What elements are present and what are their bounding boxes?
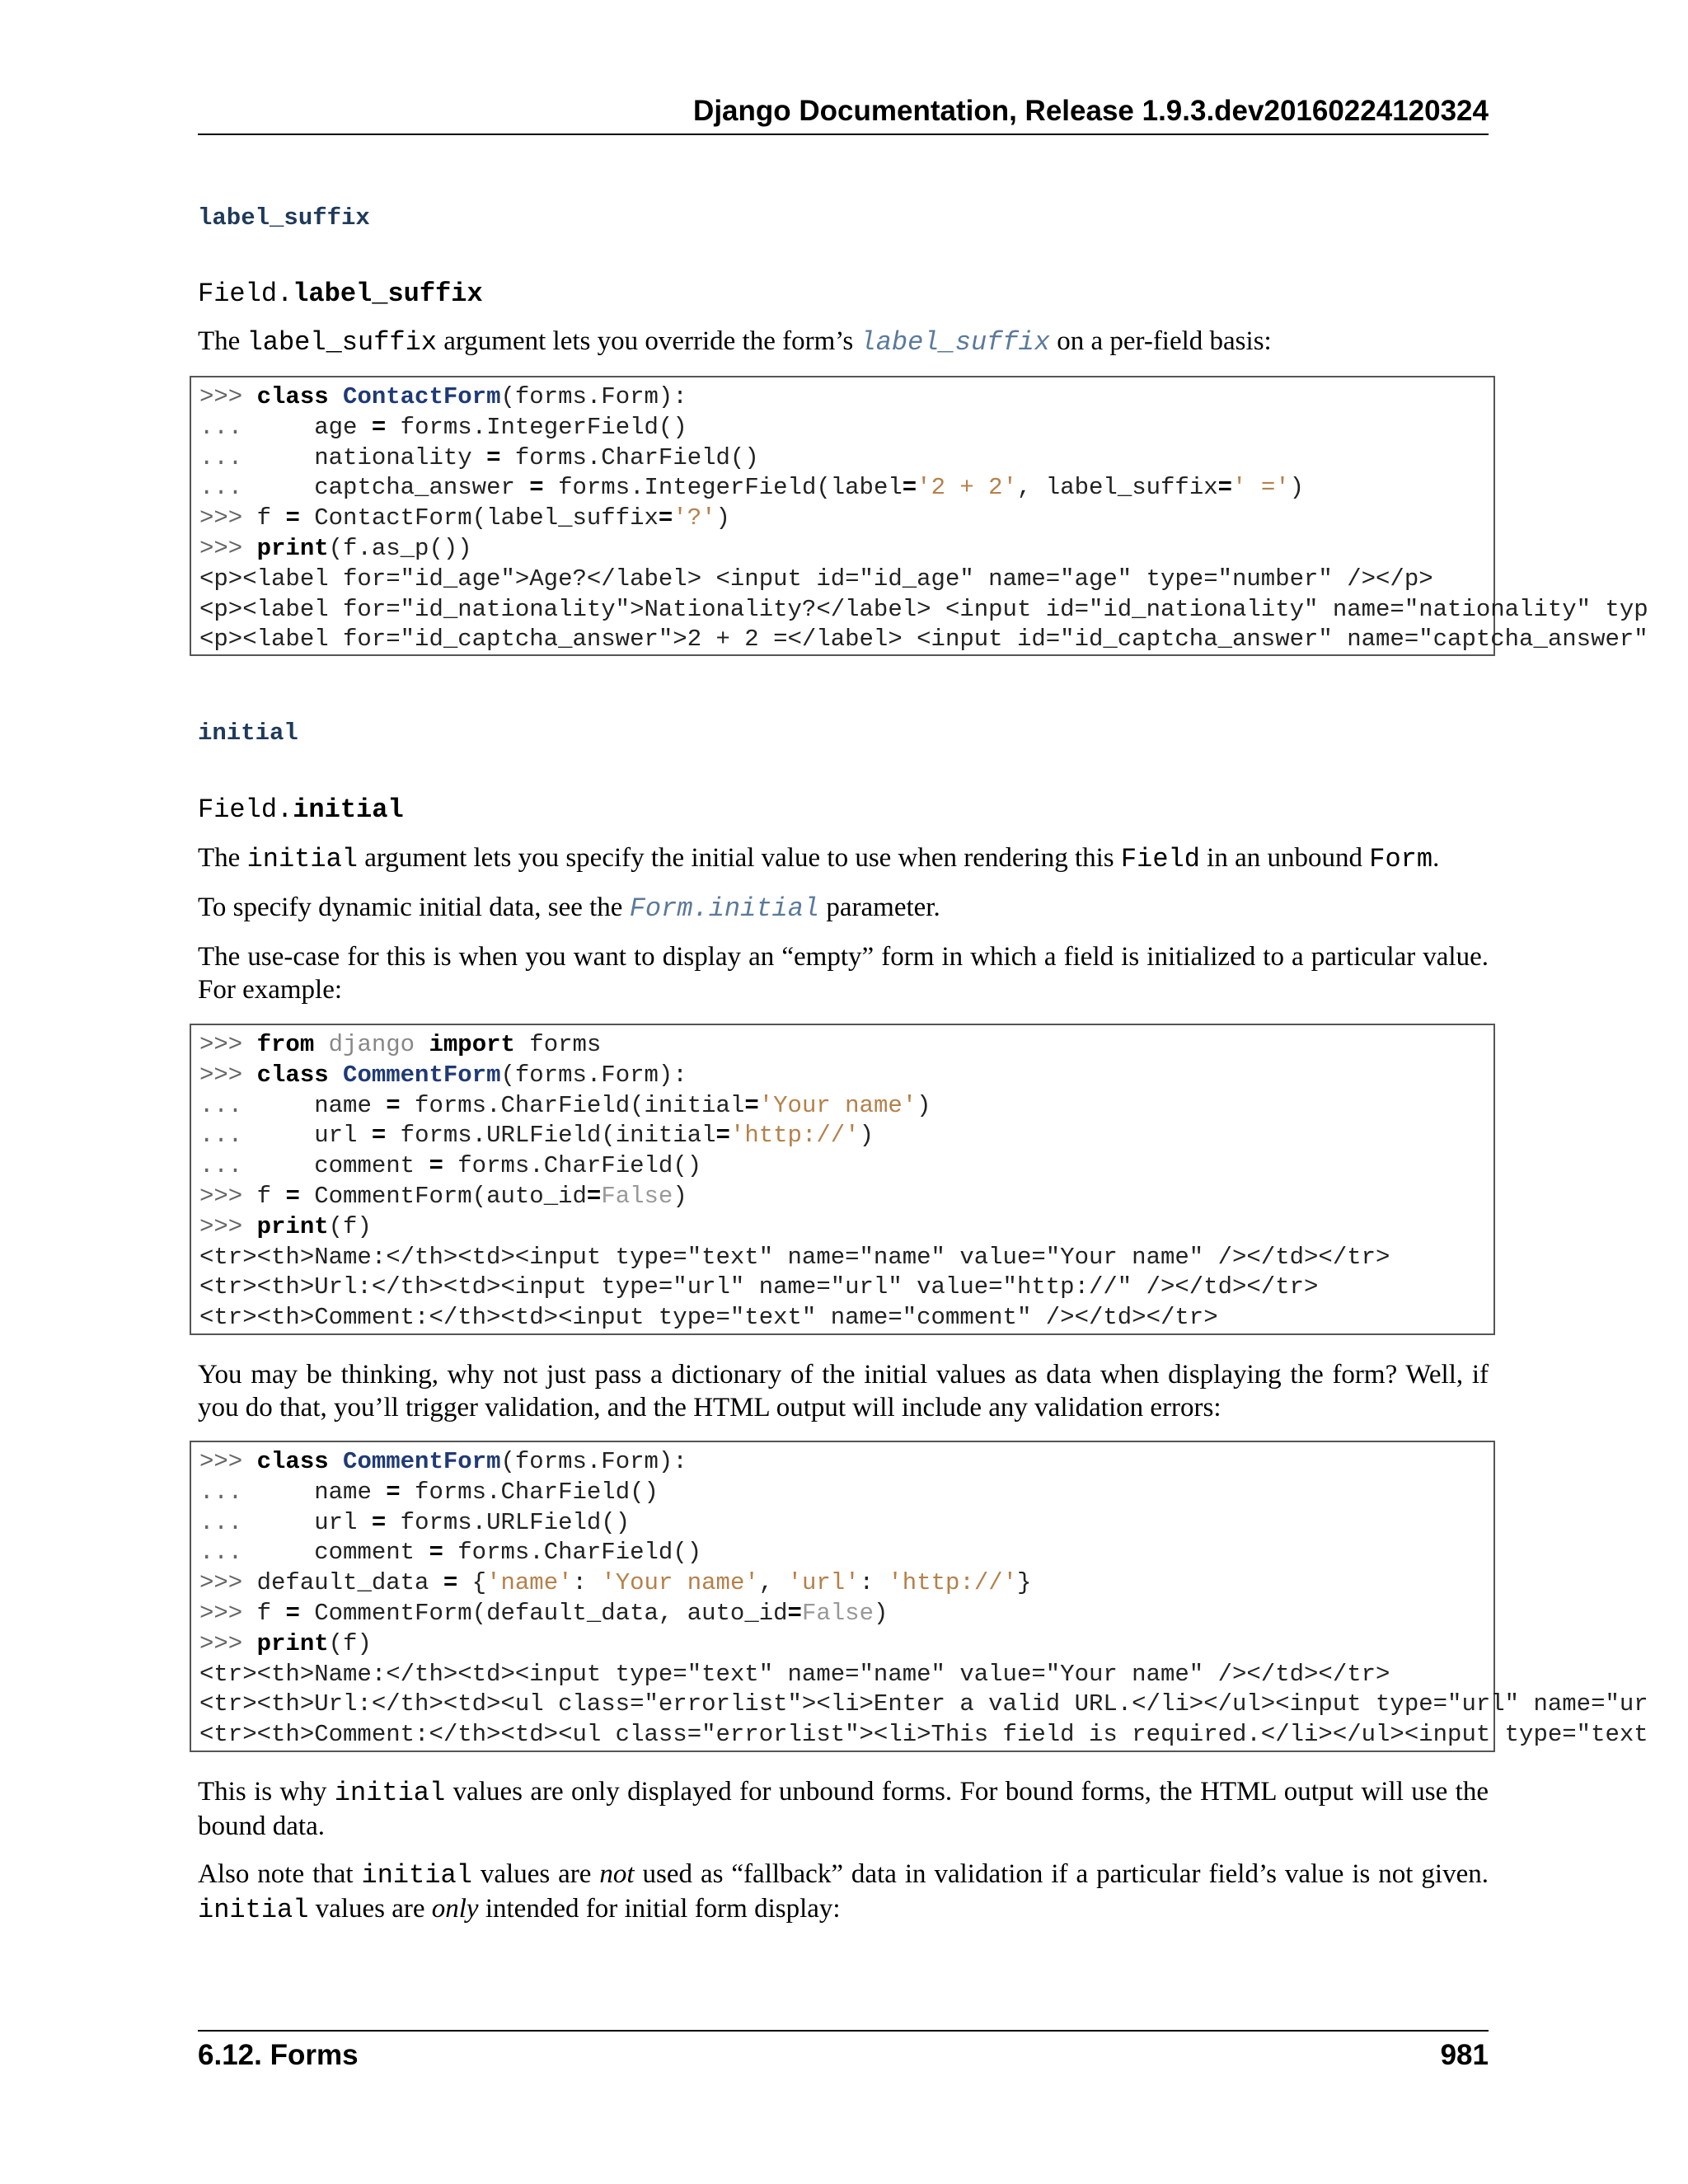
sig-prefix: Field. — [198, 794, 293, 825]
footer-section-title: 6.12. Forms — [198, 2039, 359, 2071]
text: The — [198, 326, 247, 356]
code-line: >>> class CommentForm(forms.Form): — [199, 1061, 687, 1089]
sig-name: label_suffix — [293, 279, 483, 309]
code-line: >>> default_data = {'name': 'Your name', 'url': 'http://'} — [199, 1569, 1032, 1597]
code-line: >>> f = ContactForm(label_suffix='?') — [199, 504, 730, 532]
inline-code: initial — [198, 1895, 309, 1925]
code-output-line: <tr><th>Url:</th><td><input type="url" name="url" value="http://" /></td></tr> — [199, 1273, 1319, 1301]
code-line: >>> from django import forms — [199, 1031, 602, 1058]
inline-code: Form — [1369, 844, 1433, 874]
code-line: ... nationality = forms.CharField() — [199, 443, 759, 471]
footer-page-number: 981 — [1440, 2039, 1489, 2071]
emphasis: only — [431, 1894, 479, 1924]
inline-code: initial — [361, 1860, 472, 1891]
section-heading-label-suffix: label_suffix — [198, 204, 370, 232]
paragraph-label-suffix-intro — [198, 325, 1489, 359]
sig-prefix: Field. — [198, 279, 293, 309]
code-output-line: <tr><th>Name:</th><td><input type="text" name="name" value="Your name" /></td></tr> — [199, 1243, 1390, 1271]
paragraph-use-case: The use-case for this is when you want to display an “empty” form in which a field is initialized to a particular value. For example: — [198, 942, 1489, 1005]
code-line: ... captcha_answer = forms.IntegerField(label='2 + 2', label_suffix=' =') — [199, 474, 1305, 502]
code-output-line: <tr><th>Url:</th><td><ul class="errorlist"><li>Enter a valid URL.</li></ul><input type="url" name="ur — [199, 1690, 1648, 1718]
code-line: ... comment = forms.CharField() — [199, 1152, 702, 1180]
code-line: ... name = forms.CharField() — [199, 1478, 659, 1506]
xref-link-form-initial[interactable]: Form.initial — [629, 893, 820, 924]
code-line: >>> print(f.as_p()) — [199, 534, 472, 562]
code-output-line: <tr><th>Comment:</th><td><input type="text" name="comment" /></td></tr> — [199, 1304, 1218, 1332]
code-output-line: <p><label for="id_nationality">Nationality?</label> <input id="id_nationality" name="nationality" typ — [199, 595, 1648, 623]
code-line: >>> print(f) — [199, 1212, 372, 1240]
text: on a per-field basis: — [1049, 326, 1272, 356]
code-output-line: <tr><th>Comment:</th><td><ul class="errorlist"><li>This field is required.</li></ul><input type="text — [199, 1721, 1648, 1749]
code-line: ... comment = forms.CharField() — [199, 1539, 702, 1567]
inline-code: initial — [334, 1778, 446, 1808]
code-line: >>> print(f) — [199, 1629, 372, 1657]
paragraph-initial-intro: The initial argument lets you specify the initial value to use when rendering this Field in an unbound Form. — [198, 843, 1440, 874]
code-output-line: <p><label for="id_age">Age?</label> <input id="id_age" name="age" type="number" /></p> — [199, 565, 1433, 593]
inline-code: initial — [246, 844, 358, 874]
paragraph-dictionary-explanation: You may be thinking, why not just pass a dictionary of the initial values as data when displaying the form? Well, if you do that, you’ll trigger validation, and the HTML output will include any validation errors: — [198, 1360, 1489, 1422]
emphasis: not — [599, 1859, 635, 1889]
code-block-commentform-initial — [190, 1024, 1495, 1335]
code-line: ... age = forms.IntegerField() — [199, 413, 687, 441]
code-line: ... url = forms.URLField() — [199, 1508, 631, 1536]
paragraph-unbound-forms: This is why initial values are only displayed for unbound forms. For bound forms, the HTML output will use the bound data. — [198, 1777, 1489, 1841]
signature-field-label-suffix — [198, 276, 483, 312]
code-line: >>> class CommentForm(forms.Form): — [199, 1448, 687, 1475]
code-line: ... url = forms.URLField(initial='http://') — [199, 1122, 874, 1150]
paragraph-fallback-note: Also note that initial values are not used as “fallback” data in validation if a particular field’s value is not given. initial values are only intended for initial form display: — [198, 1859, 1489, 1925]
footer-rule — [198, 2030, 1489, 2032]
code-block-commentform-bound — [190, 1441, 1648, 1752]
inline-code: label_suffix — [246, 327, 437, 358]
xref-link-label-suffix[interactable]: label_suffix — [860, 327, 1050, 358]
text: argument lets you override the form’s — [437, 326, 860, 356]
code-line: >>> class ContactForm(forms.Form): — [199, 383, 687, 410]
paragraph-dynamic-initial: To specify dynamic initial data, see the Form.initial parameter. — [198, 893, 940, 924]
inline-code: Field — [1120, 844, 1200, 874]
sig-name: initial — [293, 794, 404, 825]
code-line: >>> f = CommentForm(auto_id=False) — [199, 1182, 687, 1210]
code-line: >>> f = CommentForm(default_data, auto_id=False) — [199, 1599, 889, 1627]
code-line: ... name = forms.CharField(initial='Your name') — [199, 1091, 931, 1119]
code-block-contactform — [190, 376, 1648, 656]
page-header: Django Documentation, Release 1.9.3.dev20160224120324 — [198, 89, 1489, 135]
signature-field-initial — [198, 792, 404, 828]
code-output-line: <p><label for="id_captcha_answer">2 + 2 =</label> <input id="id_captcha_answer" name="captcha_answer" — [199, 626, 1648, 654]
code-output-line: <tr><th>Name:</th><td><input type="text" name="name" value="Your name" /></td></tr> — [199, 1660, 1390, 1688]
section-heading-initial: initial — [198, 719, 298, 747]
